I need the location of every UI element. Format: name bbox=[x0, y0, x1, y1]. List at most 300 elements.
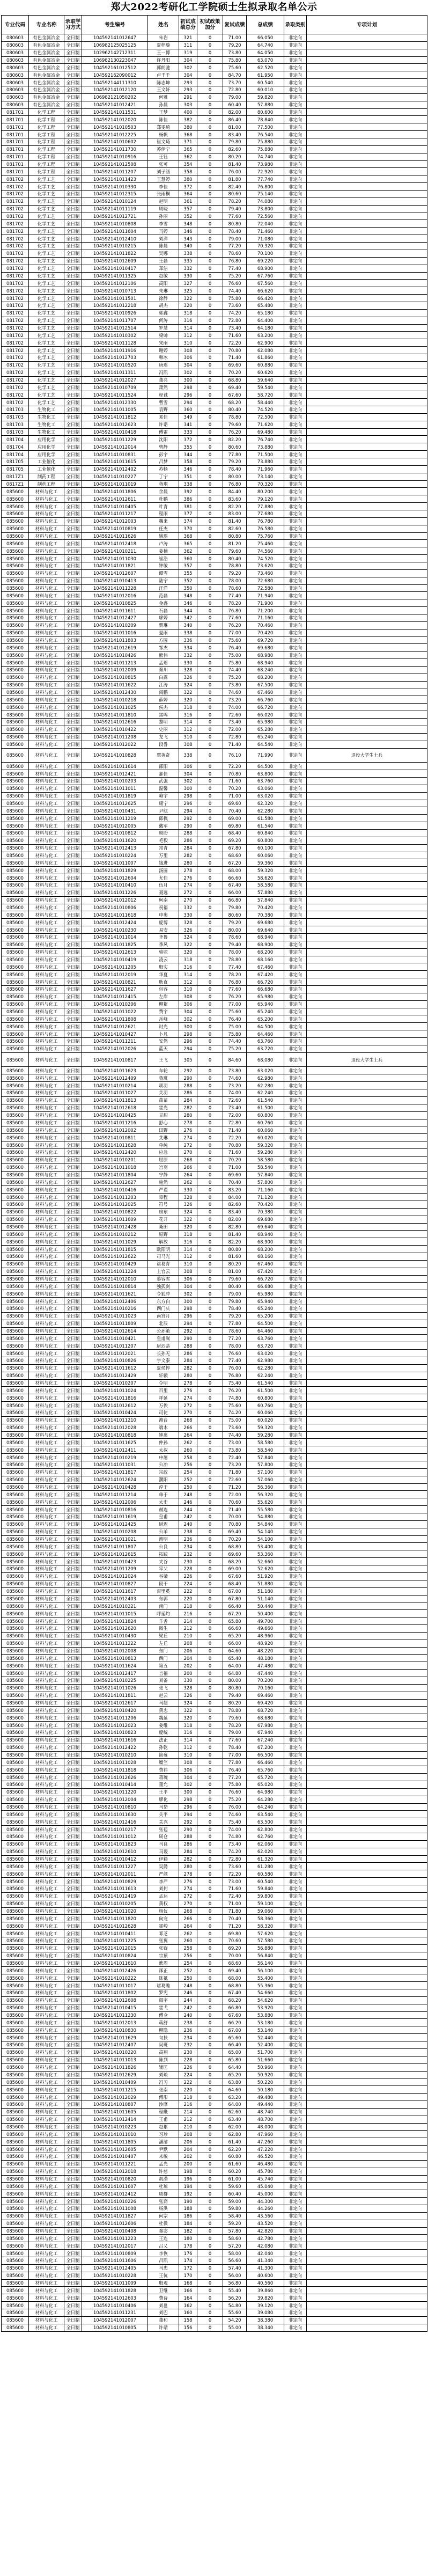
study-mode-cell: 全日制 bbox=[64, 1736, 82, 1744]
study-mode-cell: 全日制 bbox=[64, 2309, 82, 2317]
candidate-no-cell: 104592141011028 bbox=[82, 1759, 148, 1766]
candidate-no-cell: 104592141011604 bbox=[82, 228, 148, 235]
retest-score-cell: 69.40 bbox=[223, 1967, 247, 1974]
admission-type-cell: 非定向 bbox=[284, 1201, 307, 1208]
major-code-cell: 085600 bbox=[2, 1558, 29, 1565]
total-score-cell: 39.820 bbox=[247, 2294, 284, 2302]
initial-score-cell: 184 bbox=[179, 2220, 197, 2227]
retest-score-cell: 58.60 bbox=[223, 2235, 247, 2242]
special-plan-cell bbox=[307, 1238, 427, 1246]
major-name-cell: 材料与化工 bbox=[29, 532, 64, 540]
admission-type-cell: 非定向 bbox=[284, 1848, 307, 1855]
study-mode-cell: 全日制 bbox=[64, 34, 82, 42]
admission-type-cell: 非定向 bbox=[284, 2041, 307, 2049]
special-plan-cell bbox=[307, 1000, 427, 1008]
initial-score-cell: 296 bbox=[179, 1312, 197, 1320]
special-plan-cell bbox=[307, 2309, 427, 2317]
special-plan-cell bbox=[307, 309, 427, 317]
candidate-no-cell: 104592141011221 bbox=[82, 2160, 148, 2168]
total-score-cell: 61.950 bbox=[247, 71, 284, 79]
major-code-cell: 085600 bbox=[2, 1580, 29, 1587]
table-row bbox=[2, 1944, 427, 1952]
study-mode-cell: 全日制 bbox=[64, 2235, 82, 2242]
candidate-no-cell: 104592141012421 bbox=[82, 770, 148, 778]
retest-score-cell: 64.80 bbox=[223, 1670, 247, 1677]
major-name-cell: 材料与化工 bbox=[29, 1089, 64, 1097]
initial-score-cell: 294 bbox=[179, 1320, 197, 1327]
name-cell: 房东 bbox=[148, 1208, 179, 1216]
major-name-cell: 材料与化工 bbox=[29, 1550, 64, 1558]
candidate-no-cell: 104592141010217 bbox=[82, 1826, 148, 1833]
study-mode-cell: 全日制 bbox=[64, 354, 82, 361]
major-code-cell: 085600 bbox=[2, 1208, 29, 1216]
retest-score-cell: 79.40 bbox=[223, 941, 247, 948]
admission-type-cell: 非定向 bbox=[284, 1670, 307, 1677]
retest-score-cell: 79.00 bbox=[223, 1290, 247, 1298]
total-score-cell: 72.560 bbox=[247, 213, 284, 220]
total-score-cell: 60.020 bbox=[247, 1416, 284, 1424]
total-score-cell: 67.460 bbox=[247, 1260, 284, 1268]
total-score-cell: 62.280 bbox=[247, 1364, 284, 1372]
retest-score-cell: 70.40 bbox=[223, 1915, 247, 1922]
admission-type-cell: 非定向 bbox=[284, 919, 307, 926]
total-score-cell: 48.960 bbox=[247, 1632, 284, 1640]
study-mode-cell: 全日制 bbox=[64, 1900, 82, 1907]
table-row bbox=[2, 1595, 427, 1602]
admission-type-cell: 非定向 bbox=[284, 2079, 307, 2086]
total-score-cell: 69.680 bbox=[247, 919, 284, 926]
major-name-cell: 材料与化工 bbox=[29, 1952, 64, 1959]
admission-type-cell: 非定向 bbox=[284, 376, 307, 384]
major-name-cell: 材料与化工 bbox=[29, 2153, 64, 2160]
study-mode-cell: 全日制 bbox=[64, 1379, 82, 1387]
candidate-no-cell: 104592141012315 bbox=[82, 191, 148, 198]
special-plan-cell bbox=[307, 1543, 427, 1550]
major-code-cell: 085600 bbox=[2, 1476, 29, 1483]
candidate-no-cell: 104592141011606 bbox=[82, 2257, 148, 2264]
candidate-no-cell: 104592141010427 bbox=[82, 1030, 148, 1038]
bonus-cell: 0 bbox=[197, 807, 223, 815]
special-plan-cell bbox=[307, 1736, 427, 1744]
retest-score-cell: 72.00 bbox=[223, 726, 247, 733]
admission-type-cell: 非定向 bbox=[284, 2063, 307, 2071]
candidate-no-cell: 104592141010417 bbox=[82, 265, 148, 272]
candidate-no-cell: 104592141012410 bbox=[82, 235, 148, 243]
initial-score-cell: 244 bbox=[179, 1996, 197, 2004]
name-cell: 黄忠 bbox=[148, 1707, 179, 1714]
bonus-cell: 0 bbox=[197, 1246, 223, 1253]
total-score-cell: 71.460 bbox=[247, 228, 284, 235]
candidate-no-cell: 104592141010819 bbox=[82, 525, 148, 532]
candidate-no-cell: 104592141011014 bbox=[82, 934, 148, 941]
admission-type-cell: 非定向 bbox=[284, 1930, 307, 1937]
study-mode-cell: 全日制 bbox=[64, 1179, 82, 1186]
special-plan-cell bbox=[307, 197, 427, 205]
major-code-cell: 081702 bbox=[2, 175, 29, 183]
major-code-cell: 085600 bbox=[2, 2272, 29, 2279]
name-cell: 解放 bbox=[148, 1238, 179, 1246]
candidate-no-cell: 104592141011224 bbox=[82, 1268, 148, 1275]
major-code-cell: 085600 bbox=[2, 1089, 29, 1097]
table-row bbox=[2, 1684, 427, 1692]
major-name-cell: 材料与化工 bbox=[29, 2302, 64, 2309]
table-row bbox=[2, 2309, 427, 2317]
study-mode-cell: 全日制 bbox=[64, 1163, 82, 1171]
candidate-no-cell: 104592141010503 bbox=[82, 123, 148, 131]
study-mode-cell: 全日制 bbox=[64, 2205, 82, 2212]
study-mode-cell: 全日制 bbox=[64, 1863, 82, 1870]
retest-score-cell: 79.80 bbox=[223, 904, 247, 911]
retest-score-cell: 80.80 bbox=[223, 532, 247, 540]
admission-type-cell: 非定向 bbox=[284, 108, 307, 116]
total-score-cell: 57.580 bbox=[247, 1937, 284, 1945]
name-cell: 赵敏 bbox=[148, 272, 179, 280]
admission-type-cell: 非定向 bbox=[284, 986, 307, 993]
major-name-cell: 化学工艺 bbox=[29, 205, 64, 213]
initial-score-cell: 262 bbox=[179, 1179, 197, 1186]
table-row bbox=[2, 228, 427, 235]
major-name-cell: 材料与化工 bbox=[29, 517, 64, 525]
name-cell: 令明 bbox=[148, 1379, 179, 1387]
admission-type-cell: 非定向 bbox=[284, 1402, 307, 1409]
study-mode-cell: 全日制 bbox=[64, 517, 82, 525]
admission-type-cell: 非定向 bbox=[284, 49, 307, 56]
name-cell: 郤正 bbox=[148, 1967, 179, 1974]
total-score-cell: 47.960 bbox=[247, 2131, 284, 2138]
major-name-cell: 生物化工 bbox=[29, 428, 64, 436]
major-name-cell: 化学工艺 bbox=[29, 175, 64, 183]
special-plan-cell bbox=[307, 257, 427, 265]
major-name-cell: 材料与化工 bbox=[29, 636, 64, 644]
major-name-cell: 材料与化工 bbox=[29, 807, 64, 815]
retest-score-cell: 69.60 bbox=[223, 361, 247, 369]
name-cell: 吕凯 bbox=[148, 2257, 179, 2264]
total-score-cell: 63.500 bbox=[247, 1818, 284, 1826]
admission-type-cell: 非定向 bbox=[284, 428, 307, 436]
retest-score-cell: 68.80 bbox=[223, 1543, 247, 1550]
name-cell: 熊伟 bbox=[148, 652, 179, 659]
candidate-no-cell: 104592141010206 bbox=[82, 1000, 148, 1008]
table-row bbox=[2, 1677, 427, 1684]
special-plan-cell bbox=[307, 1632, 427, 1640]
special-plan-cell bbox=[307, 2198, 427, 2205]
bonus-cell: 0 bbox=[197, 116, 223, 123]
admission-type-cell: 非定向 bbox=[284, 295, 307, 302]
candidate-no-cell: 104592141011018 bbox=[82, 1163, 148, 1171]
candidate-no-cell: 104592141011222 bbox=[82, 1640, 148, 1647]
candidate-no-cell: 104592141012225 bbox=[82, 131, 148, 138]
retest-score-cell: 69.40 bbox=[223, 384, 247, 391]
major-code-cell: 085600 bbox=[2, 1483, 29, 1491]
name-cell: 北辰 bbox=[148, 1320, 179, 1327]
major-code-cell: 085600 bbox=[2, 1163, 29, 1171]
total-score-cell: 71.160 bbox=[247, 614, 284, 622]
study-mode-cell: 全日制 bbox=[64, 1535, 82, 1543]
total-score-cell: 42.080 bbox=[247, 2242, 284, 2250]
name-cell: 傅雷 bbox=[148, 428, 179, 436]
special-plan-cell bbox=[307, 399, 427, 406]
total-score-cell: 51.660 bbox=[247, 2056, 284, 2063]
special-plan-cell bbox=[307, 1558, 427, 1565]
major-code-cell: 085600 bbox=[2, 1528, 29, 1535]
total-score-cell: 63.060 bbox=[247, 785, 284, 792]
initial-score-cell: 346 bbox=[179, 228, 197, 235]
table-row bbox=[2, 413, 427, 421]
bonus-cell: 0 bbox=[197, 1126, 223, 1134]
total-score-cell: 75.460 bbox=[247, 540, 284, 547]
initial-score-cell: 246 bbox=[179, 1989, 197, 1997]
initial-score-cell: 274 bbox=[179, 1394, 197, 1402]
retest-score-cell: 78.60 bbox=[223, 584, 247, 592]
major-code-cell: 085600 bbox=[2, 1759, 29, 1766]
total-score-cell: 39.120 bbox=[247, 2302, 284, 2309]
major-name-cell: 材料与化工 bbox=[29, 540, 64, 547]
name-cell: 易安 bbox=[148, 926, 179, 934]
study-mode-cell: 全日制 bbox=[64, 1930, 82, 1937]
special-plan-cell bbox=[307, 1863, 427, 1870]
name-cell: 龙飞 bbox=[148, 733, 179, 741]
bonus-cell: 0 bbox=[197, 369, 223, 376]
initial-score-cell: 202 bbox=[179, 2153, 197, 2160]
major-code-cell: 081702 bbox=[2, 295, 29, 302]
study-mode-cell: 全日制 bbox=[64, 2272, 82, 2279]
admission-type-cell: 非定向 bbox=[284, 904, 307, 911]
study-mode-cell: 全日制 bbox=[64, 1148, 82, 1156]
major-name-cell: 有色金属冶金 bbox=[29, 41, 64, 49]
admission-type-cell: 非定向 bbox=[284, 1937, 307, 1945]
bonus-cell: 0 bbox=[197, 1052, 223, 1067]
admission-type-cell: 非定向 bbox=[284, 629, 307, 636]
initial-score-cell: 276 bbox=[179, 1126, 197, 1134]
table-row bbox=[2, 911, 427, 919]
major-code-cell: 085600 bbox=[2, 822, 29, 830]
major-code-cell: 085600 bbox=[2, 1944, 29, 1952]
study-mode-cell: 全日制 bbox=[64, 2123, 82, 2131]
major-name-cell: 材料与化工 bbox=[29, 1015, 64, 1023]
study-mode-cell: 全日制 bbox=[64, 1677, 82, 1684]
total-score-cell: 73.800 bbox=[247, 205, 284, 213]
admission-type-cell: 非定向 bbox=[284, 1878, 307, 1885]
total-score-cell: 65.280 bbox=[247, 726, 284, 733]
bonus-cell: 0 bbox=[197, 1520, 223, 1528]
table-row bbox=[2, 465, 427, 473]
initial-score-cell: 328 bbox=[179, 1194, 197, 1201]
study-mode-cell: 全日制 bbox=[64, 1811, 82, 1818]
major-name-cell: 材料与化工 bbox=[29, 1647, 64, 1655]
major-name-cell: 材料与化工 bbox=[29, 1439, 64, 1446]
bonus-cell: 0 bbox=[197, 2175, 223, 2183]
name-cell: 钟敏 bbox=[148, 562, 179, 570]
table-row bbox=[2, 1610, 427, 1618]
major-code-cell: 085600 bbox=[2, 2316, 29, 2324]
bonus-cell: 0 bbox=[197, 689, 223, 696]
major-name-cell: 材料与化工 bbox=[29, 926, 64, 934]
major-code-cell: 085600 bbox=[2, 1156, 29, 1163]
bonus-cell: 0 bbox=[197, 1930, 223, 1937]
initial-score-cell: 296 bbox=[179, 1803, 197, 1811]
admission-type-cell: 非定向 bbox=[284, 652, 307, 659]
major-name-cell: 材料与化工 bbox=[29, 1915, 64, 1922]
major-name-cell: 材料与化工 bbox=[29, 1483, 64, 1491]
initial-score-cell: 268 bbox=[179, 1156, 197, 1163]
major-code-cell: 081704 bbox=[2, 443, 29, 451]
retest-score-cell: 61.00 bbox=[223, 2175, 247, 2183]
initial-score-cell: 298 bbox=[179, 1796, 197, 1803]
candidate-no-cell: 104592141010228 bbox=[82, 2272, 148, 2279]
study-mode-cell: 全日制 bbox=[64, 1870, 82, 1878]
study-mode-cell: 全日制 bbox=[64, 2048, 82, 2056]
bonus-cell: 0 bbox=[197, 696, 223, 704]
initial-score-cell: 330 bbox=[179, 1186, 197, 1194]
name-cell: 夏雨 bbox=[148, 629, 179, 636]
bonus-cell: 0 bbox=[197, 569, 223, 577]
table-row bbox=[2, 1840, 427, 1848]
bonus-cell: 0 bbox=[197, 711, 223, 719]
candidate-no-cell: 104592141012628 bbox=[82, 1922, 148, 1930]
retest-score-cell: 80.00 bbox=[223, 926, 247, 934]
total-score-cell: 69.640 bbox=[247, 1223, 284, 1231]
table-row bbox=[2, 792, 427, 800]
admission-type-cell: 非定向 bbox=[284, 1535, 307, 1543]
retest-score-cell: 77.80 bbox=[223, 451, 247, 458]
bonus-cell: 0 bbox=[197, 2205, 223, 2212]
candidate-no-cell: 104592141011214 bbox=[82, 1491, 148, 1498]
major-code-cell: 081702 bbox=[2, 391, 29, 399]
special-plan-cell bbox=[307, 1922, 427, 1930]
retest-score-cell: 77.20 bbox=[223, 1774, 247, 1781]
major-name-cell: 材料与化工 bbox=[29, 1922, 64, 1930]
study-mode-cell: 全日制 bbox=[64, 413, 82, 421]
total-score-cell: 73.140 bbox=[247, 473, 284, 480]
study-mode-cell: 全日制 bbox=[64, 123, 82, 131]
total-score-cell: 64.280 bbox=[247, 1796, 284, 1803]
major-name-cell: 材料与化工 bbox=[29, 2190, 64, 2198]
bonus-cell: 0 bbox=[197, 1996, 223, 2004]
name-cell: 袁野 bbox=[148, 406, 179, 413]
name-cell: 刘备 bbox=[148, 1677, 179, 1684]
candidate-no-cell: 104592141010414 bbox=[82, 1781, 148, 1788]
study-mode-cell: 全日制 bbox=[64, 1082, 82, 1089]
major-code-cell: 081702 bbox=[2, 317, 29, 324]
retest-score-cell: 76.40 bbox=[223, 1015, 247, 1023]
bonus-cell: 0 bbox=[197, 1751, 223, 1759]
table-row bbox=[2, 347, 427, 354]
initial-score-cell: 294 bbox=[179, 1811, 197, 1818]
special-plan-cell bbox=[307, 614, 427, 622]
name-cell: 何宗 bbox=[148, 2212, 179, 2220]
table-row bbox=[2, 1290, 427, 1298]
initial-score-cell: 338 bbox=[179, 748, 197, 763]
initial-score-cell: 305 bbox=[179, 1052, 197, 1067]
initial-score-cell: 338 bbox=[179, 250, 197, 257]
retest-score-cell: 75.00 bbox=[223, 1023, 247, 1030]
major-code-cell: 085600 bbox=[2, 2086, 29, 2094]
major-code-cell: 085600 bbox=[2, 711, 29, 719]
name-cell: 马岱 bbox=[148, 1803, 179, 1811]
major-name-cell: 有色金属冶金 bbox=[29, 101, 64, 108]
name-cell: 邓佳 bbox=[148, 413, 179, 421]
special-plan-cell bbox=[307, 2205, 427, 2212]
total-score-cell: 44.260 bbox=[247, 2205, 284, 2212]
admission-type-cell: 非定向 bbox=[284, 1640, 307, 1647]
total-score-cell: 59.280 bbox=[247, 1431, 284, 1439]
name-cell: 马良 bbox=[148, 1840, 179, 1848]
retest-score-cell: 72.20 bbox=[223, 763, 247, 770]
bonus-cell: 0 bbox=[197, 1194, 223, 1201]
candidate-no-cell: 104592141011630 bbox=[82, 1811, 148, 1818]
name-cell: 伊籍 bbox=[148, 1855, 179, 1863]
major-code-cell: 085600 bbox=[2, 2034, 29, 2041]
major-code-cell: 085600 bbox=[2, 644, 29, 652]
bonus-cell: 0 bbox=[197, 1684, 223, 1692]
initial-score-cell: 296 bbox=[179, 800, 197, 807]
name-cell: 司马光 bbox=[148, 1253, 179, 1260]
retest-score-cell: 79.80 bbox=[223, 138, 247, 146]
retest-score-cell: 71.00 bbox=[223, 1163, 247, 1171]
special-plan-cell bbox=[307, 896, 427, 904]
bonus-cell: 0 bbox=[197, 726, 223, 733]
special-plan-cell bbox=[307, 2086, 427, 2094]
candidate-no-cell: 104592141012427 bbox=[82, 614, 148, 622]
bonus-cell: 0 bbox=[197, 160, 223, 168]
initial-score-cell: 311 bbox=[179, 41, 197, 49]
major-name-cell: 材料与化工 bbox=[29, 815, 64, 822]
retest-score-cell: 80.80 bbox=[223, 220, 247, 228]
special-plan-cell bbox=[307, 1610, 427, 1618]
retest-score-cell: 79.20 bbox=[223, 1312, 247, 1320]
bonus-cell: 0 bbox=[197, 2227, 223, 2235]
retest-score-cell: 69.80 bbox=[223, 822, 247, 830]
candidate-no-cell: 104592141010413 bbox=[82, 577, 148, 584]
retest-score-cell: 70.20 bbox=[223, 369, 247, 376]
major-code-cell: 085600 bbox=[2, 562, 29, 570]
candidate-no-cell: 104592141011621 bbox=[82, 1290, 148, 1298]
major-code-cell: 085600 bbox=[2, 2048, 29, 2056]
candidate-no-cell: 104592141012405 bbox=[82, 2264, 148, 2272]
table-row bbox=[2, 2294, 427, 2302]
major-name-cell: 材料与化工 bbox=[29, 1692, 64, 1699]
admission-type-cell: 非定向 bbox=[284, 2235, 307, 2242]
table-row bbox=[2, 1915, 427, 1922]
initial-score-cell: 194 bbox=[179, 2183, 197, 2190]
name-cell: 杨仪 bbox=[148, 1907, 179, 1915]
major-name-cell: 材料与化工 bbox=[29, 2257, 64, 2264]
major-code-cell: 085600 bbox=[2, 993, 29, 1000]
admission-type-cell: 非定向 bbox=[284, 93, 307, 101]
total-score-cell: 38.340 bbox=[247, 2324, 284, 2331]
candidate-no-cell: 104592141011230 bbox=[82, 2011, 148, 2019]
admission-type-cell: 非定向 bbox=[284, 272, 307, 280]
candidate-no-cell: 104592141011820 bbox=[82, 1915, 148, 1922]
special-plan-cell bbox=[307, 2294, 427, 2302]
admission-type-cell: 非定向 bbox=[284, 1216, 307, 1223]
special-plan-cell bbox=[307, 428, 427, 436]
table-row bbox=[2, 1670, 427, 1677]
bonus-cell: 0 bbox=[197, 2123, 223, 2131]
major-name-cell: 材料与化工 bbox=[29, 1595, 64, 1602]
total-score-cell: 62.800 bbox=[247, 1826, 284, 1833]
study-mode-cell: 全日制 bbox=[64, 2034, 82, 2041]
bonus-cell: 0 bbox=[197, 1312, 223, 1320]
bonus-cell: 0 bbox=[197, 2079, 223, 2086]
major-name-cell: 材料与化工 bbox=[29, 1558, 64, 1565]
study-mode-cell: 全日制 bbox=[64, 1231, 82, 1238]
special-plan-cell bbox=[307, 1587, 427, 1595]
table-row bbox=[2, 719, 427, 726]
major-name-cell: 材料与化工 bbox=[29, 667, 64, 674]
table-row bbox=[2, 2056, 427, 2063]
total-score-cell: 68.940 bbox=[247, 1231, 284, 1238]
